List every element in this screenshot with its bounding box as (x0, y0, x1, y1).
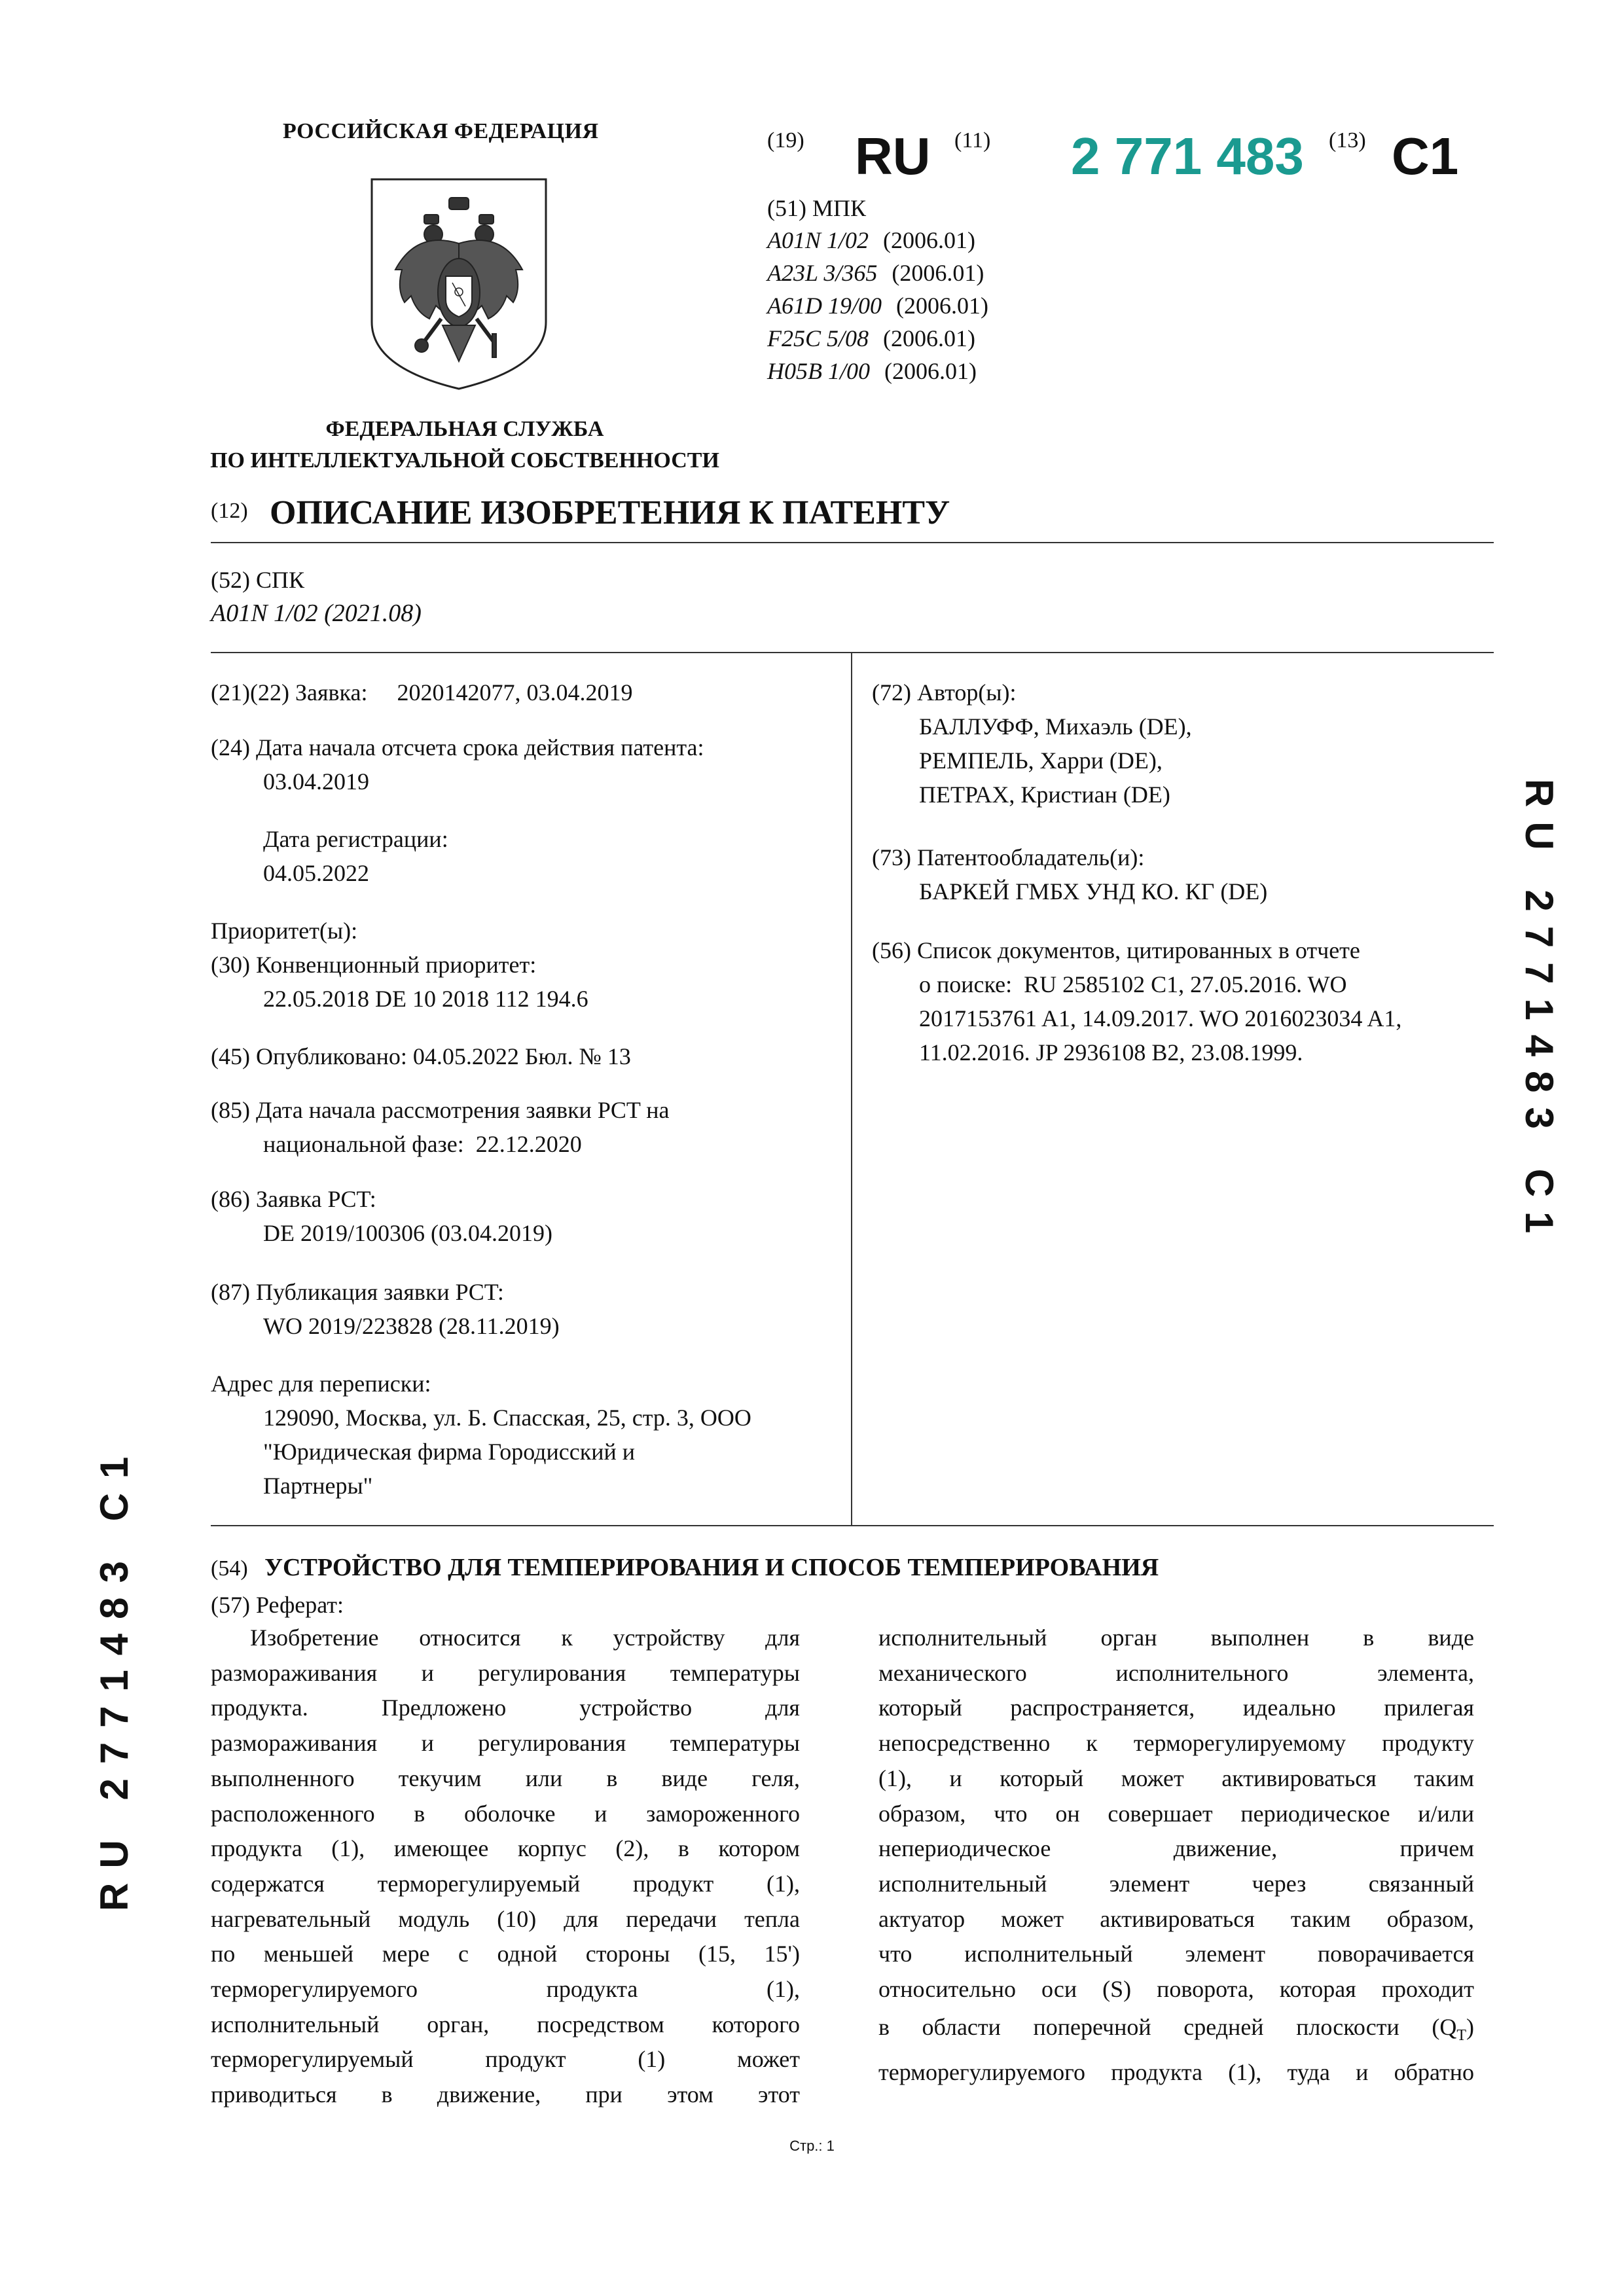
mpk-item (767, 257, 988, 289)
inid-code-54: (54) (211, 1556, 248, 1581)
abstract-line: исполнительный орган, посредством которого (211, 2011, 800, 2037)
field-label: (45) Опубликовано: (211, 1043, 407, 1069)
abstract-label: (57) Реферат: (211, 1592, 344, 1618)
mpk-code: A23L 3/365 (767, 260, 878, 286)
mpk-year: (2006.01) (884, 358, 977, 384)
author: БАЛЛУФФ, Михаэль (DE), (919, 713, 1192, 740)
country-code: RU (855, 127, 931, 185)
abstract-line (878, 2007, 1474, 2055)
field-73 (872, 840, 1267, 908)
patent-number: 2 771 483 (1071, 127, 1304, 185)
column-divider (851, 653, 852, 1525)
agency-line-1: ФЕДЕРАЛЬНАЯ СЛУЖБА (325, 417, 604, 441)
abstract-line: актуатор может активироваться таким образом, (878, 1905, 1474, 1932)
field-value: 22.05.2018 DE 10 2018 112 194.6 (263, 986, 588, 1012)
abstract-right-column (878, 1621, 1474, 2090)
abstract-line: терморегулируемого продукта (1), (211, 1976, 800, 2003)
mpk-year: (2006.01) (883, 325, 975, 351)
field-value: DE 2019/100306 (03.04.2019) (263, 1220, 552, 1246)
mpk-year: (2006.01) (892, 260, 984, 286)
mpk-year: (2006.01) (896, 293, 988, 319)
divider (211, 1525, 1494, 1526)
abstract-line: продукта (1), имеющее корпус (2), в котором (211, 1835, 800, 1862)
field-30 (211, 914, 588, 1016)
double-headed-eagle-icon (364, 171, 554, 394)
field-21-22 (211, 675, 632, 709)
mpk-code: A01N 1/02 (767, 227, 869, 253)
abstract-line: расположенного в оболочке и замороженного (211, 1800, 800, 1827)
inid-code-19: (19) (767, 128, 804, 152)
field-value: WO 2019/223828 (28.11.2019) (263, 1313, 560, 1339)
mpk-list (767, 224, 988, 387)
spk-label: (52) СПК (211, 567, 304, 593)
field-label: (72) Автор(ы): (872, 679, 1017, 706)
field-56 (872, 933, 1401, 1069)
mpk-item (767, 224, 988, 257)
field-value: 04.05.2022 (412, 1043, 519, 1069)
address-line: Партнеры" (263, 1473, 373, 1499)
field-24 (211, 730, 704, 798)
field-label: (86) Заявка PCT: (211, 1186, 376, 1212)
field-72 (872, 675, 1192, 812)
field-86 (211, 1182, 552, 1250)
abstract-text: в области поперечной средней плоскости (Q (878, 2013, 1457, 2040)
author: РЕМПЕЛЬ, Харри (DE), (919, 747, 1163, 774)
divider (211, 652, 1494, 653)
field-label: (85) Дата начала рассмотрения заявки PCT на (211, 1097, 670, 1123)
abstract-line: образом, что он совершает периодическое и/или (878, 1800, 1474, 1827)
cited-documents: RU 2585102 C1, 27.05.2016. WO (1024, 971, 1347, 997)
mpk-year: (2006.01) (883, 227, 975, 253)
abstract-line: относительно оси (S) поворота, которая проходит (878, 1976, 1474, 2003)
invention-title (211, 1550, 1159, 1587)
abstract-line: исполнительный элемент через связанный (878, 1870, 1474, 1897)
registration-date (211, 822, 448, 890)
abstract-text: ) (1466, 2013, 1474, 2040)
field-85 (211, 1093, 670, 1161)
abstract-line: что исполнительный элемент поворачивается (878, 1941, 1474, 1967)
abstract-line: размораживания и регулирования температуры (211, 1659, 800, 1686)
field-label: Дата регистрации: (263, 826, 448, 852)
correspondence-address (211, 1367, 751, 1503)
field-value: 22.12.2020 (475, 1131, 582, 1157)
field-87 (211, 1275, 560, 1343)
abstract-line: непериодическое движение, причем (878, 1835, 1474, 1862)
mpk-item (767, 355, 988, 387)
field-label: (73) Патентообладатель(и): (872, 844, 1145, 870)
patent-holder: БАРКЕЙ ГМБХ УНД КО. КГ (DE) (919, 878, 1268, 905)
spk-code: A01N 1/02 (2021.08) (211, 600, 422, 627)
abstract-line: исполнительный орган выполнен в виде (878, 1624, 1474, 1651)
address-line: "Юридическая фирма Городисский и (263, 1439, 635, 1465)
bulletin-number: Бюл. № 13 (524, 1043, 631, 1069)
abstract-line: (1), и который может активироваться таким (878, 1765, 1474, 1791)
inid-code-12: (12) (211, 499, 248, 523)
field-label: (56) Список документов, цитированных в отчете (872, 937, 1360, 963)
mpk-code: A61D 19/00 (767, 293, 882, 319)
inid-code-13: (13) (1329, 128, 1366, 152)
field-value: 04.05.2022 (263, 860, 369, 886)
author: ПЕТРАХ, Кристиан (DE) (919, 781, 1170, 808)
cited-documents: 11.02.2016. JP 2936108 B2, 23.08.1999. (919, 1039, 1303, 1066)
application-number: 2020142077, 03.04.2019 (397, 679, 633, 706)
document-title: ОПИСАНИЕ ИЗОБРЕТЕНИЯ К ПАТЕНТУ (270, 494, 950, 531)
mpk-item (767, 322, 988, 355)
abstract-line: размораживания и регулирования температуры (211, 1730, 800, 1757)
agency-name (170, 414, 759, 476)
country-name: РОССИЙСКАЯ ФЕДЕРАЦИЯ (283, 119, 599, 143)
side-text: RU 2771483 C1 (1517, 779, 1561, 1248)
side-patent-number-left (92, 1443, 137, 1911)
field-value: 03.04.2019 (263, 768, 369, 795)
abstract-line: по меньшей мере с одной стороны (15, 15') (211, 1941, 800, 1967)
abstract-line: содержатся терморегулируемый продукт (1), (211, 1870, 800, 1897)
abstract-line: механического исполнительного элемента, (878, 1659, 1474, 1686)
priority-label: Приоритет(ы): (211, 918, 358, 944)
kind-code: C1 (1392, 127, 1459, 185)
abstract-line: Изобретение относится к устройству для (250, 1624, 800, 1651)
field-label: (21)(22) Заявка: (211, 679, 368, 706)
page-number: Стр.: 1 (789, 2138, 835, 2154)
side-patent-number-right (1517, 779, 1562, 1247)
field-label: (30) Конвенционный приоритет: (211, 952, 537, 978)
mpk-code: F25C 5/08 (767, 325, 869, 351)
abstract-line: терморегулируемого продукта (1), туда и обратно (878, 2058, 1474, 2085)
coat-of-arms-emblem (364, 171, 554, 394)
field-label: национальной фазе: (263, 1131, 464, 1157)
mpk-item (767, 289, 988, 322)
mpk-code: H05B 1/00 (767, 358, 870, 384)
field-label: Адрес для переписки: (211, 1371, 431, 1397)
abstract-line: выполненного текучим или в виде геля, (211, 1765, 800, 1791)
abstract-line: терморегулируемый продукт (1) может (211, 2046, 800, 2073)
field-label: (24) Дата начала отсчета срока действия патента: (211, 734, 704, 761)
cited-documents: 2017153761 A1, 14.09.2017. WO 2016023034 A1, (919, 1005, 1402, 1031)
invention-title-text: УСТРОЙСТВО ДЛЯ ТЕМПЕРИРОВАНИЯ И СПОСОБ ТЕМПЕРИРОВАНИЯ (264, 1554, 1159, 1581)
address-line: 129090, Москва, ул. Б. Спасская, 25, стр. 3, ООО (263, 1405, 751, 1431)
mpk-label: (51) МПК (767, 195, 866, 221)
inid-code-11: (11) (954, 128, 991, 152)
abstract-line: продукта. Предложено устройство для (211, 1695, 800, 1721)
field-label: о поиске: (919, 971, 1013, 997)
divider (211, 542, 1494, 543)
field-45 (211, 1039, 631, 1073)
abstract-line: непосредственно к терморегулируемому продукту (878, 1730, 1474, 1757)
abstract-left-column (211, 1621, 800, 2113)
field-label: (87) Публикация заявки PCT: (211, 1279, 504, 1305)
abstract-line: приводиться в движение, при этом этот (211, 2081, 800, 2108)
subscript: T (1456, 2026, 1466, 2044)
agency-line-2: ПО ИНТЕЛЛЕКТУАЛЬНОЙ СОБСТВЕННОСТИ (210, 448, 719, 473)
abstract-line: который распространяется, идеально прилегая (878, 1695, 1474, 1721)
abstract-line: нагревательный модуль (10) для передачи тепла (211, 1905, 800, 1932)
side-text: RU 2771483 C1 (92, 1442, 136, 1911)
